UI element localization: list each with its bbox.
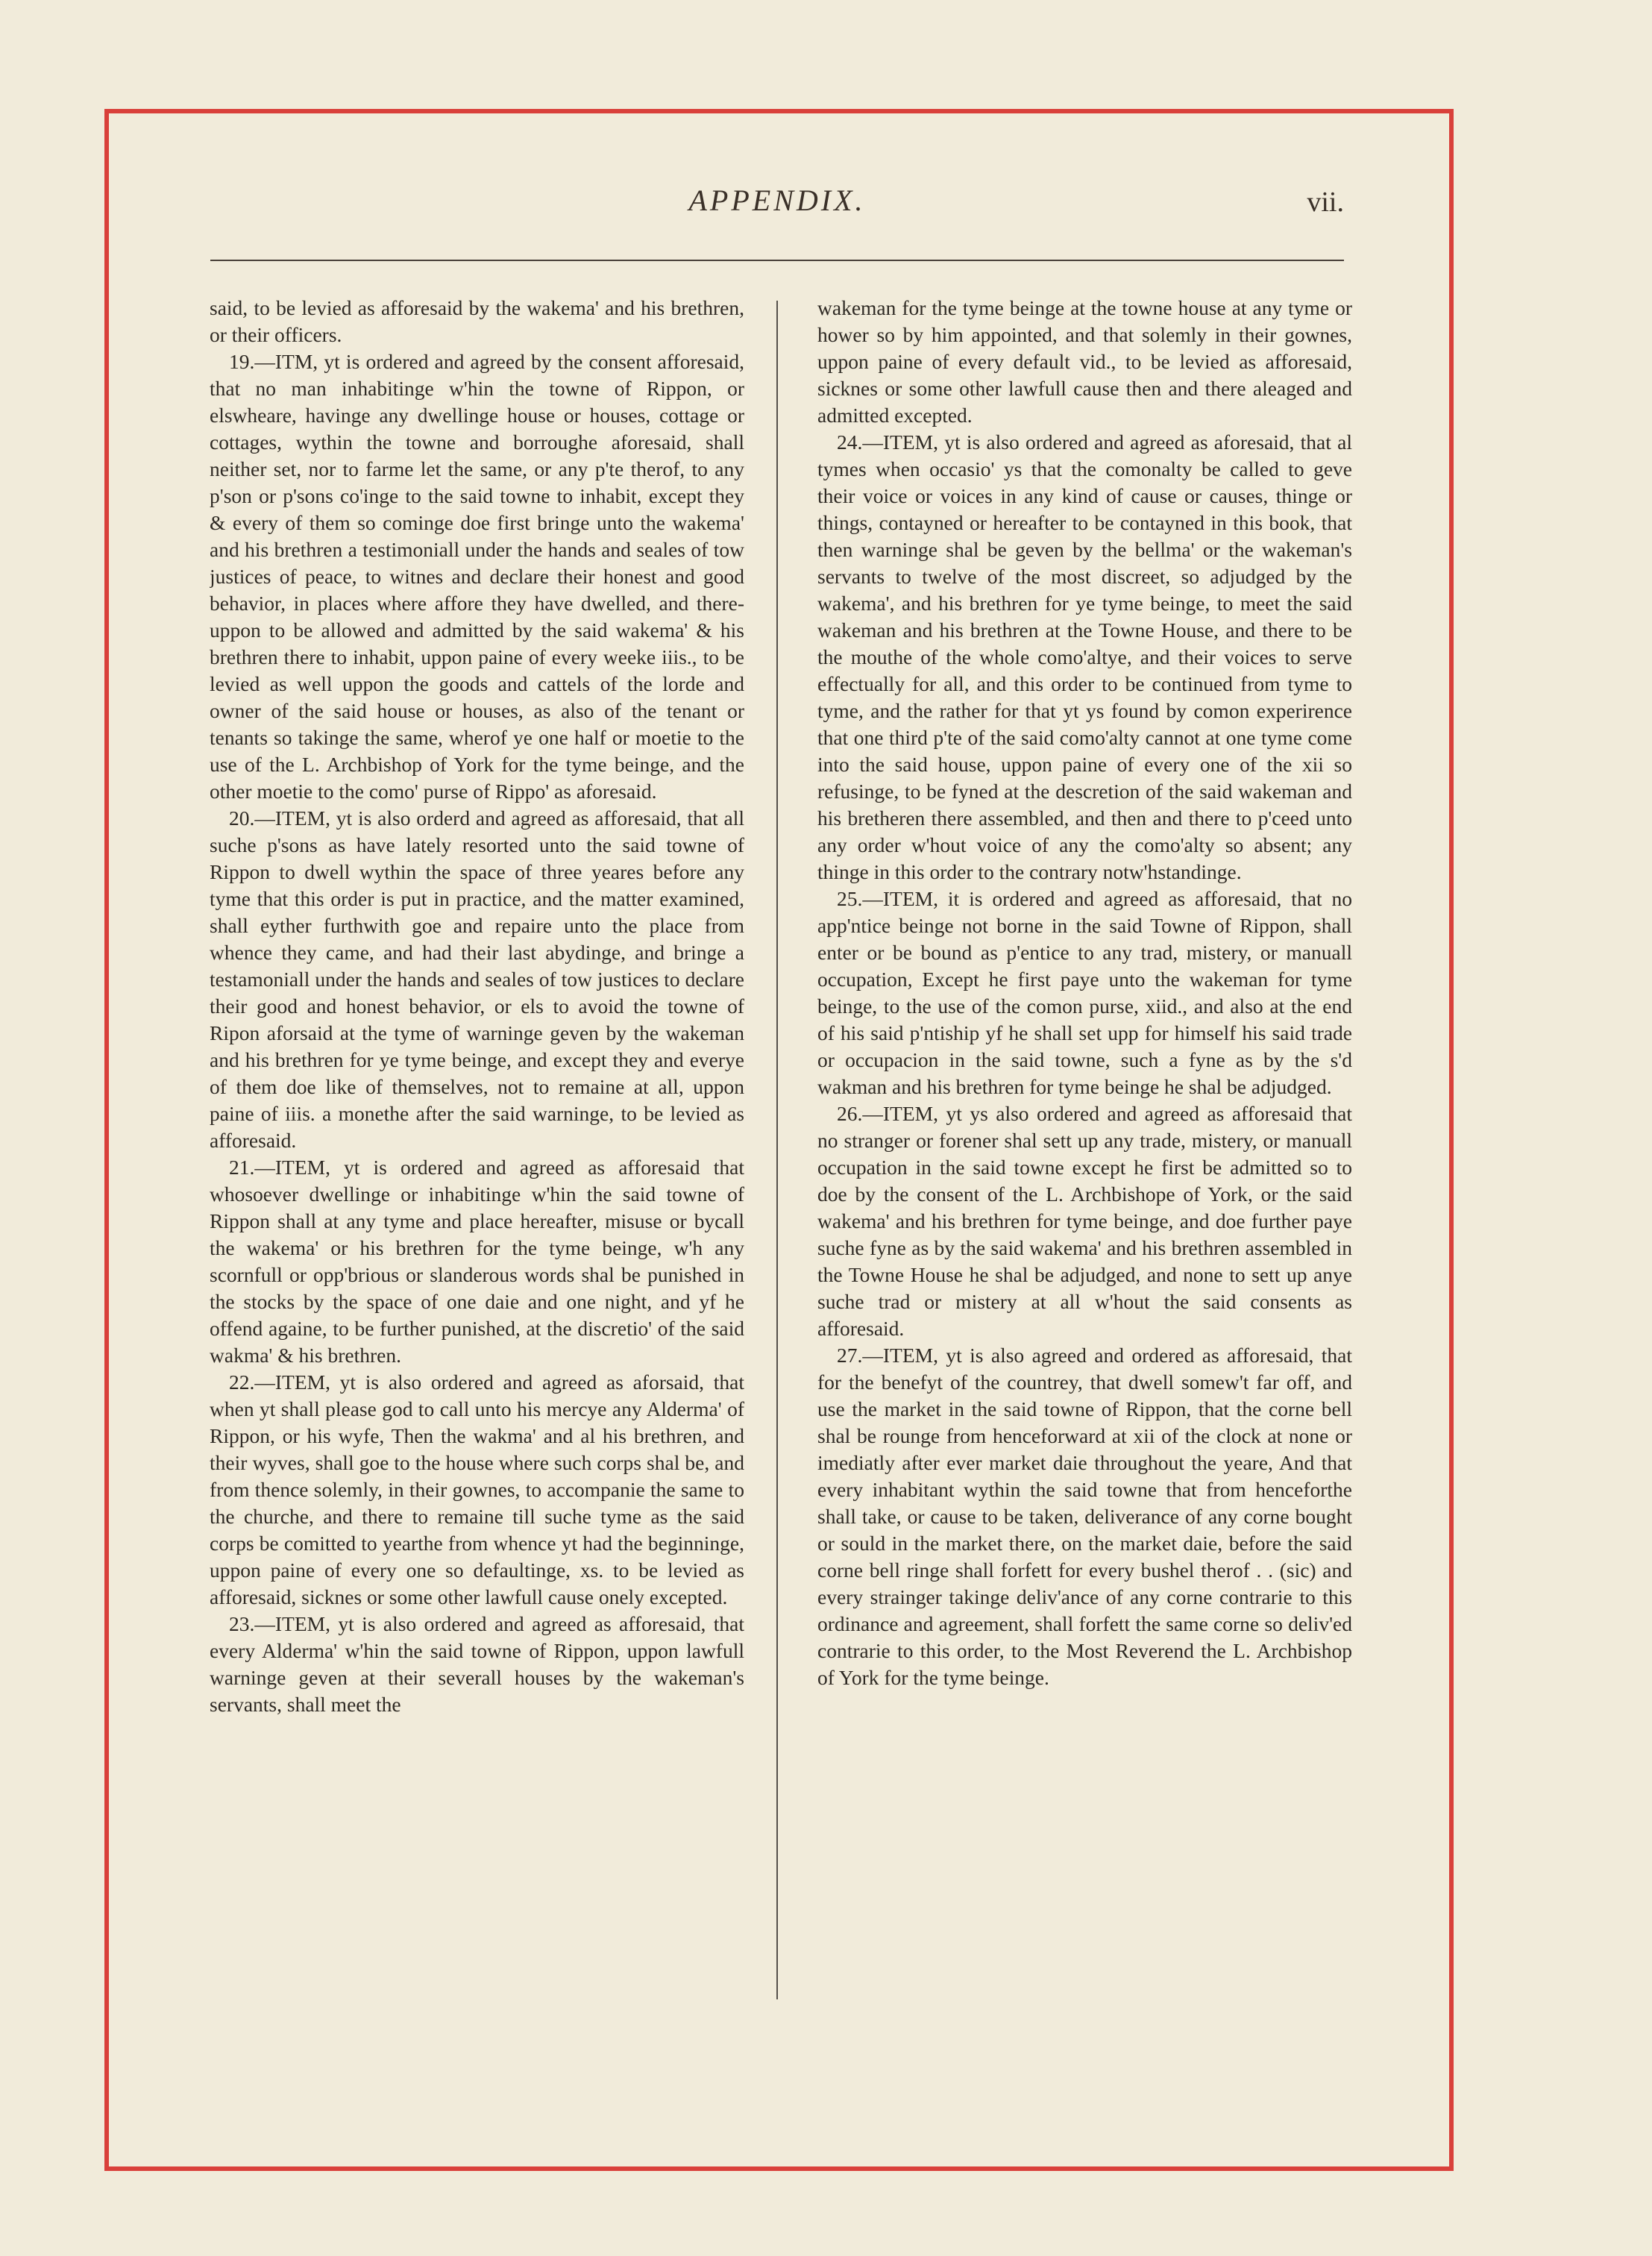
right-column bbox=[817, 295, 1352, 2011]
paragraph-item-26: 26.—ITEM, yt ys also ordered and agreed as afforesaid that no stranger or forener shal sett up any trade, mistery, or manuall occupation in the said towne except he first be admitted so to doe by the consent of the L. Archbishope of York, or the said wakema' and his brethren for tyme beinge, and doe further paye suche fyne as by the said wakema' and his brethren assembled in the Towne House he shal be adjudged, and none to sett up anye suche trad or mistery at all w'hout the said consents as afforesaid. bbox=[817, 1102, 1352, 1340]
paragraph: wakeman for the tyme beinge at the towne house at any tyme or hower so by him appointed, and that solemly in their gownes, uppon paine of every default vid., to be levied as afforesaid, sicknes or some other lawfull cause then and there aleaged and admitted excepted. bbox=[817, 296, 1352, 427]
paragraph-item-25: 25.—ITEM, it is ordered and agreed as afforesaid, that no app'ntice beinge not borne in the said Towne of Rippon, shall enter or be bound as p'entice to any trad, mistery, or manuall occupation, Except he first paye unto the wakeman for tyme beinge, to the use of the comon purse, xiid., and also at the end of his said p'ntiship yf he shall set upp for himself his said trade or occupacion in the said towne, such a fyne as by the s'd wakman and his brethren for tyme beinge he shal be adjudged. bbox=[817, 887, 1352, 1098]
paragraph-item-20: 20.—ITEM, yt is also orderd and agreed as afforesaid, that all suche p'sons as have lately resorted unto the said towne of Rippon to dwell wythin the space of three yeares before any tyme that this order is put in practice, and the matter examined, shall eyther furthwith goe and repaire unto the place from whence they came, and had their last abydinge, and bringe a testamoniall under the hands and seales of tow justices to declare their good and honest behavior, or els to avoid the towne of Ripon aforsaid at the tyme of warninge geven by the wakeman and his brethren for ye tyme beinge, and except they and everye of them doe like of themselves, not to remaine at all, uppon paine of iiis. a monethe after the said warninge, to be levied as afforesaid. bbox=[210, 806, 744, 1152]
paragraph-item-23: 23.—ITEM, yt is also ordered and agreed as afforesaid, that every Alderma' w'hin the said towne of Rippon, uppon lawfull warninge geven at their severall houses by the wakeman's servants, shall meet the bbox=[210, 1612, 744, 1716]
paragraph-item-22: 22.—ITEM, yt is also ordered and agreed as aforsaid, that when yt shall please god to call unto his mercye any Alderma' of Rippon, or his wyfe, Then the wakma' and al his brethren, and their wyves, shall goe to the house where such corps shal be, and from thence solemly, in their gownes, to accompanie the same to the churche, and there to remaine till suche tyme as the said corps be comitted to yearthe from whence yt had the beginninge, uppon paine of every one so defaultinge, xs. to be levied as afforesaid, sicknes or some other lawfull cause onely excepted. bbox=[210, 1370, 744, 1608]
paragraph-item-27: 27.—ITEM, yt is also agreed and ordered as afforesaid, that for the benefyt of the countrey, that dwell somew't far off, and use the market in the said towne of Rippon, that the corne bell shal be rounge from henceforward at xii of the clock at none or imediatly after ever market daie throughout the yeare, And that every inhabitant wythin the said towne that from henceforthe shall take, or cause to be taken, deliverance of any corne bought or sould in the market there, on the market daie, before the said corne bell ringe shall forfett for every bushel therof . . (sic) and every strainger takinge deliv'ance of any corne contrarie to this ordinance and agreement, shall forfett the same corne so deliv'ed contrarie to this order, to the Most Reverend the L. Archbishop of York for the tyme beinge. bbox=[817, 1344, 1352, 1689]
running-header bbox=[210, 183, 1344, 242]
paragraph-item-24: 24.—ITEM, yt is also ordered and agreed as aforesaid, that al tymes when occasio' ys that the comonalty be called to geve their voice or voices in any kind of cause or causes, thinge or things, contayned or hereafter to be contayned in this book, that then warninge shal be geven by the bellma' or the wakeman's servants to twelve of the most discreet, so adjudged by the wakema', and his brethren for ye tyme beinge, to meet the said wakeman and his brethren at the Towne House, and there to be the mouthe of the whole como'altye, and their voices to serve effectually for all, and this order to be continued from tyme to tyme, and the rather for that yt ys found by comon experirence that one third p'te of the said como'alty cannot at one tyme come into the said house, uppon paine of every one of the xii so refusinge, to be fyned at the descretion of the said wakeman and his bretheren there assembled, and then and there to p'ceed unto any order w'hout voice of any the como'alty so absent; any thinge in this order to the contrary notw'hstandinge. bbox=[817, 430, 1352, 883]
paragraph: said, to be levied as afforesaid by the wakema' and his brethren, or their officers. bbox=[210, 296, 744, 346]
paragraph-item-19: 19.—ITM, yt is ordered and agreed by the consent afforesaid, that no man inhabitinge w'hin the towne of Rippon, or elswheare, havinge any dwellinge house or houses, cottage or cottages, wythin the towne and borroughe aforesaid, shall neither set, nor to farme let the same, or any p'te therof, to any p'son or p'sons co'inge to the said towne to inhabit, except they & every of them so cominge doe first bringe unto the wakema' and his brethren a testimoniall under the hands and seales of tow justices of peace, to witnes and declare their honest and good behavior, in places where affore they have dwelled, and thereuppon to be allowed and admitted by the said wakema' & his brethren there to inhabit, uppon paine of every weeke iiis., to be levied as well uppon the goods and cattels of the lorde and owner of the said house or houses, as also of the tenant or tenants so takinge the same, wherof ye one half or moetie to the use of the L. Archbishop of York for the tyme beinge, and the other moetie to the como' purse of Rippo' as aforesaid. bbox=[210, 350, 744, 803]
header-rule bbox=[210, 260, 1344, 261]
page-title: APPENDIX. bbox=[688, 184, 866, 217]
page-number: vii. bbox=[1307, 187, 1344, 218]
left-column bbox=[210, 295, 744, 2011]
paragraph-item-21: 21.—ITEM, yt is ordered and agreed as afforesaid that whosoever dwellinge or inhabitinge w'hin the said towne of Rippon shall at any tyme and place hereafter, misuse or bycall the wakema' or his brethren for the tyme beinge, w'h any scornfull or opp'brious or slanderous words shal be punished in the stocks by the space of one daie and one night, and yf he offend againe, to be further punished, at the discretio' of the said wakma' & his brethren. bbox=[210, 1156, 744, 1367]
column-divider bbox=[776, 301, 778, 1999]
